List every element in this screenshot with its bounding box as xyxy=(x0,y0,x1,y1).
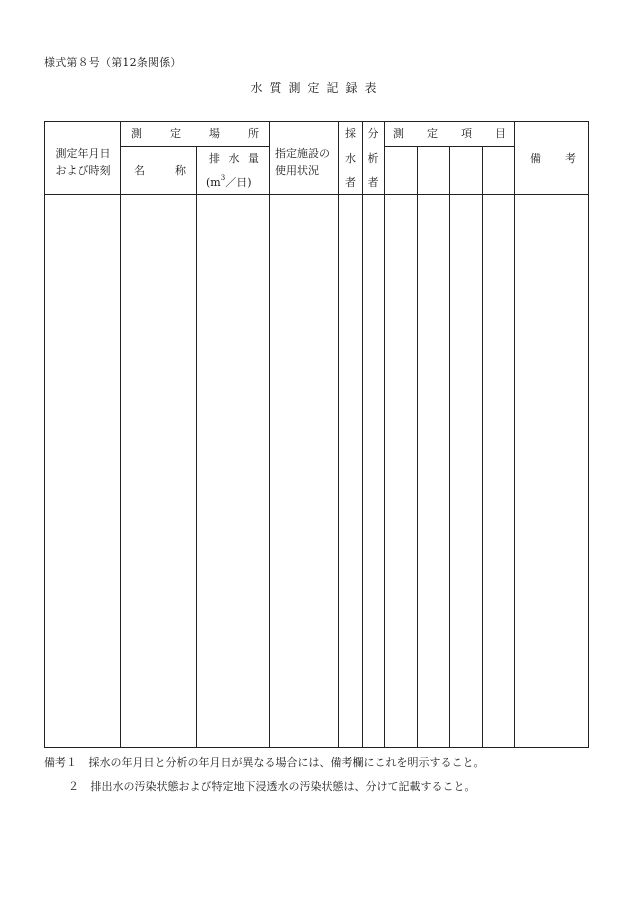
measure-items-char: 測 xyxy=(393,127,404,140)
measure-location-char: 所 xyxy=(248,127,259,140)
measure-location-char: 定 xyxy=(170,127,181,140)
header-facility-use xyxy=(275,145,330,179)
header-measure-items xyxy=(393,128,506,139)
note-2-label: ２ xyxy=(68,780,79,793)
measure-datetime-line1: 測定年月日 xyxy=(55,147,111,160)
discharge-unit-suffix: ／日) xyxy=(225,176,252,189)
measure-datetime-line2: および時刻 xyxy=(55,164,111,177)
sampler-char: 者 xyxy=(345,176,356,189)
discharge-char: 水 xyxy=(228,152,240,165)
measure-location-char: 場 xyxy=(209,127,220,140)
name-char: 名 xyxy=(134,164,145,177)
header-analyst xyxy=(362,128,384,188)
note-1-label: 備考１ xyxy=(44,756,77,769)
discharge-char: 量 xyxy=(248,152,259,165)
document-title: 水質測定記録表 xyxy=(250,81,384,95)
remarks-char: 備 xyxy=(530,152,541,165)
header-discharge-unit xyxy=(206,174,252,189)
name-char: 称 xyxy=(175,164,186,177)
analyst-char: 者 xyxy=(367,176,379,189)
note-1-text: 採水の年月日と分析の年月日が異なる場合には、備考欄にこれを明示すること。 xyxy=(88,756,485,769)
measure-items-char: 目 xyxy=(495,127,506,140)
discharge-char: 排 xyxy=(209,152,220,165)
note-1 xyxy=(44,754,485,770)
remarks-char: 考 xyxy=(565,152,576,165)
analyst-char: 析 xyxy=(367,151,379,165)
measure-items-char: 定 xyxy=(427,127,438,140)
facility-use-line2: 使用状況 xyxy=(275,164,319,177)
header-measure-location xyxy=(131,128,259,139)
discharge-unit-prefix: (m xyxy=(206,176,221,189)
sampler-char: 採 xyxy=(345,127,356,140)
measure-items-char: 項 xyxy=(461,127,472,140)
header-sampler xyxy=(339,128,362,188)
header-remarks xyxy=(530,153,576,164)
discharge-unit-sup: 3 xyxy=(220,174,226,182)
note-2-text: 排出水の汚染状態および特定地下浸透水の汚染状態は、分けて記載すること。 xyxy=(90,780,476,793)
measure-location-char: 測 xyxy=(131,127,142,140)
analyst-char: 分 xyxy=(367,127,379,140)
note-2 xyxy=(68,778,476,794)
form-number: 様式第８号（第12条関係） xyxy=(44,56,182,69)
table-border xyxy=(45,122,589,748)
header-name xyxy=(134,165,186,176)
facility-use-line1: 指定施設の xyxy=(275,147,330,160)
header-measure-datetime xyxy=(52,145,114,179)
header-discharge xyxy=(209,153,259,164)
sampler-char: 水 xyxy=(345,151,356,165)
